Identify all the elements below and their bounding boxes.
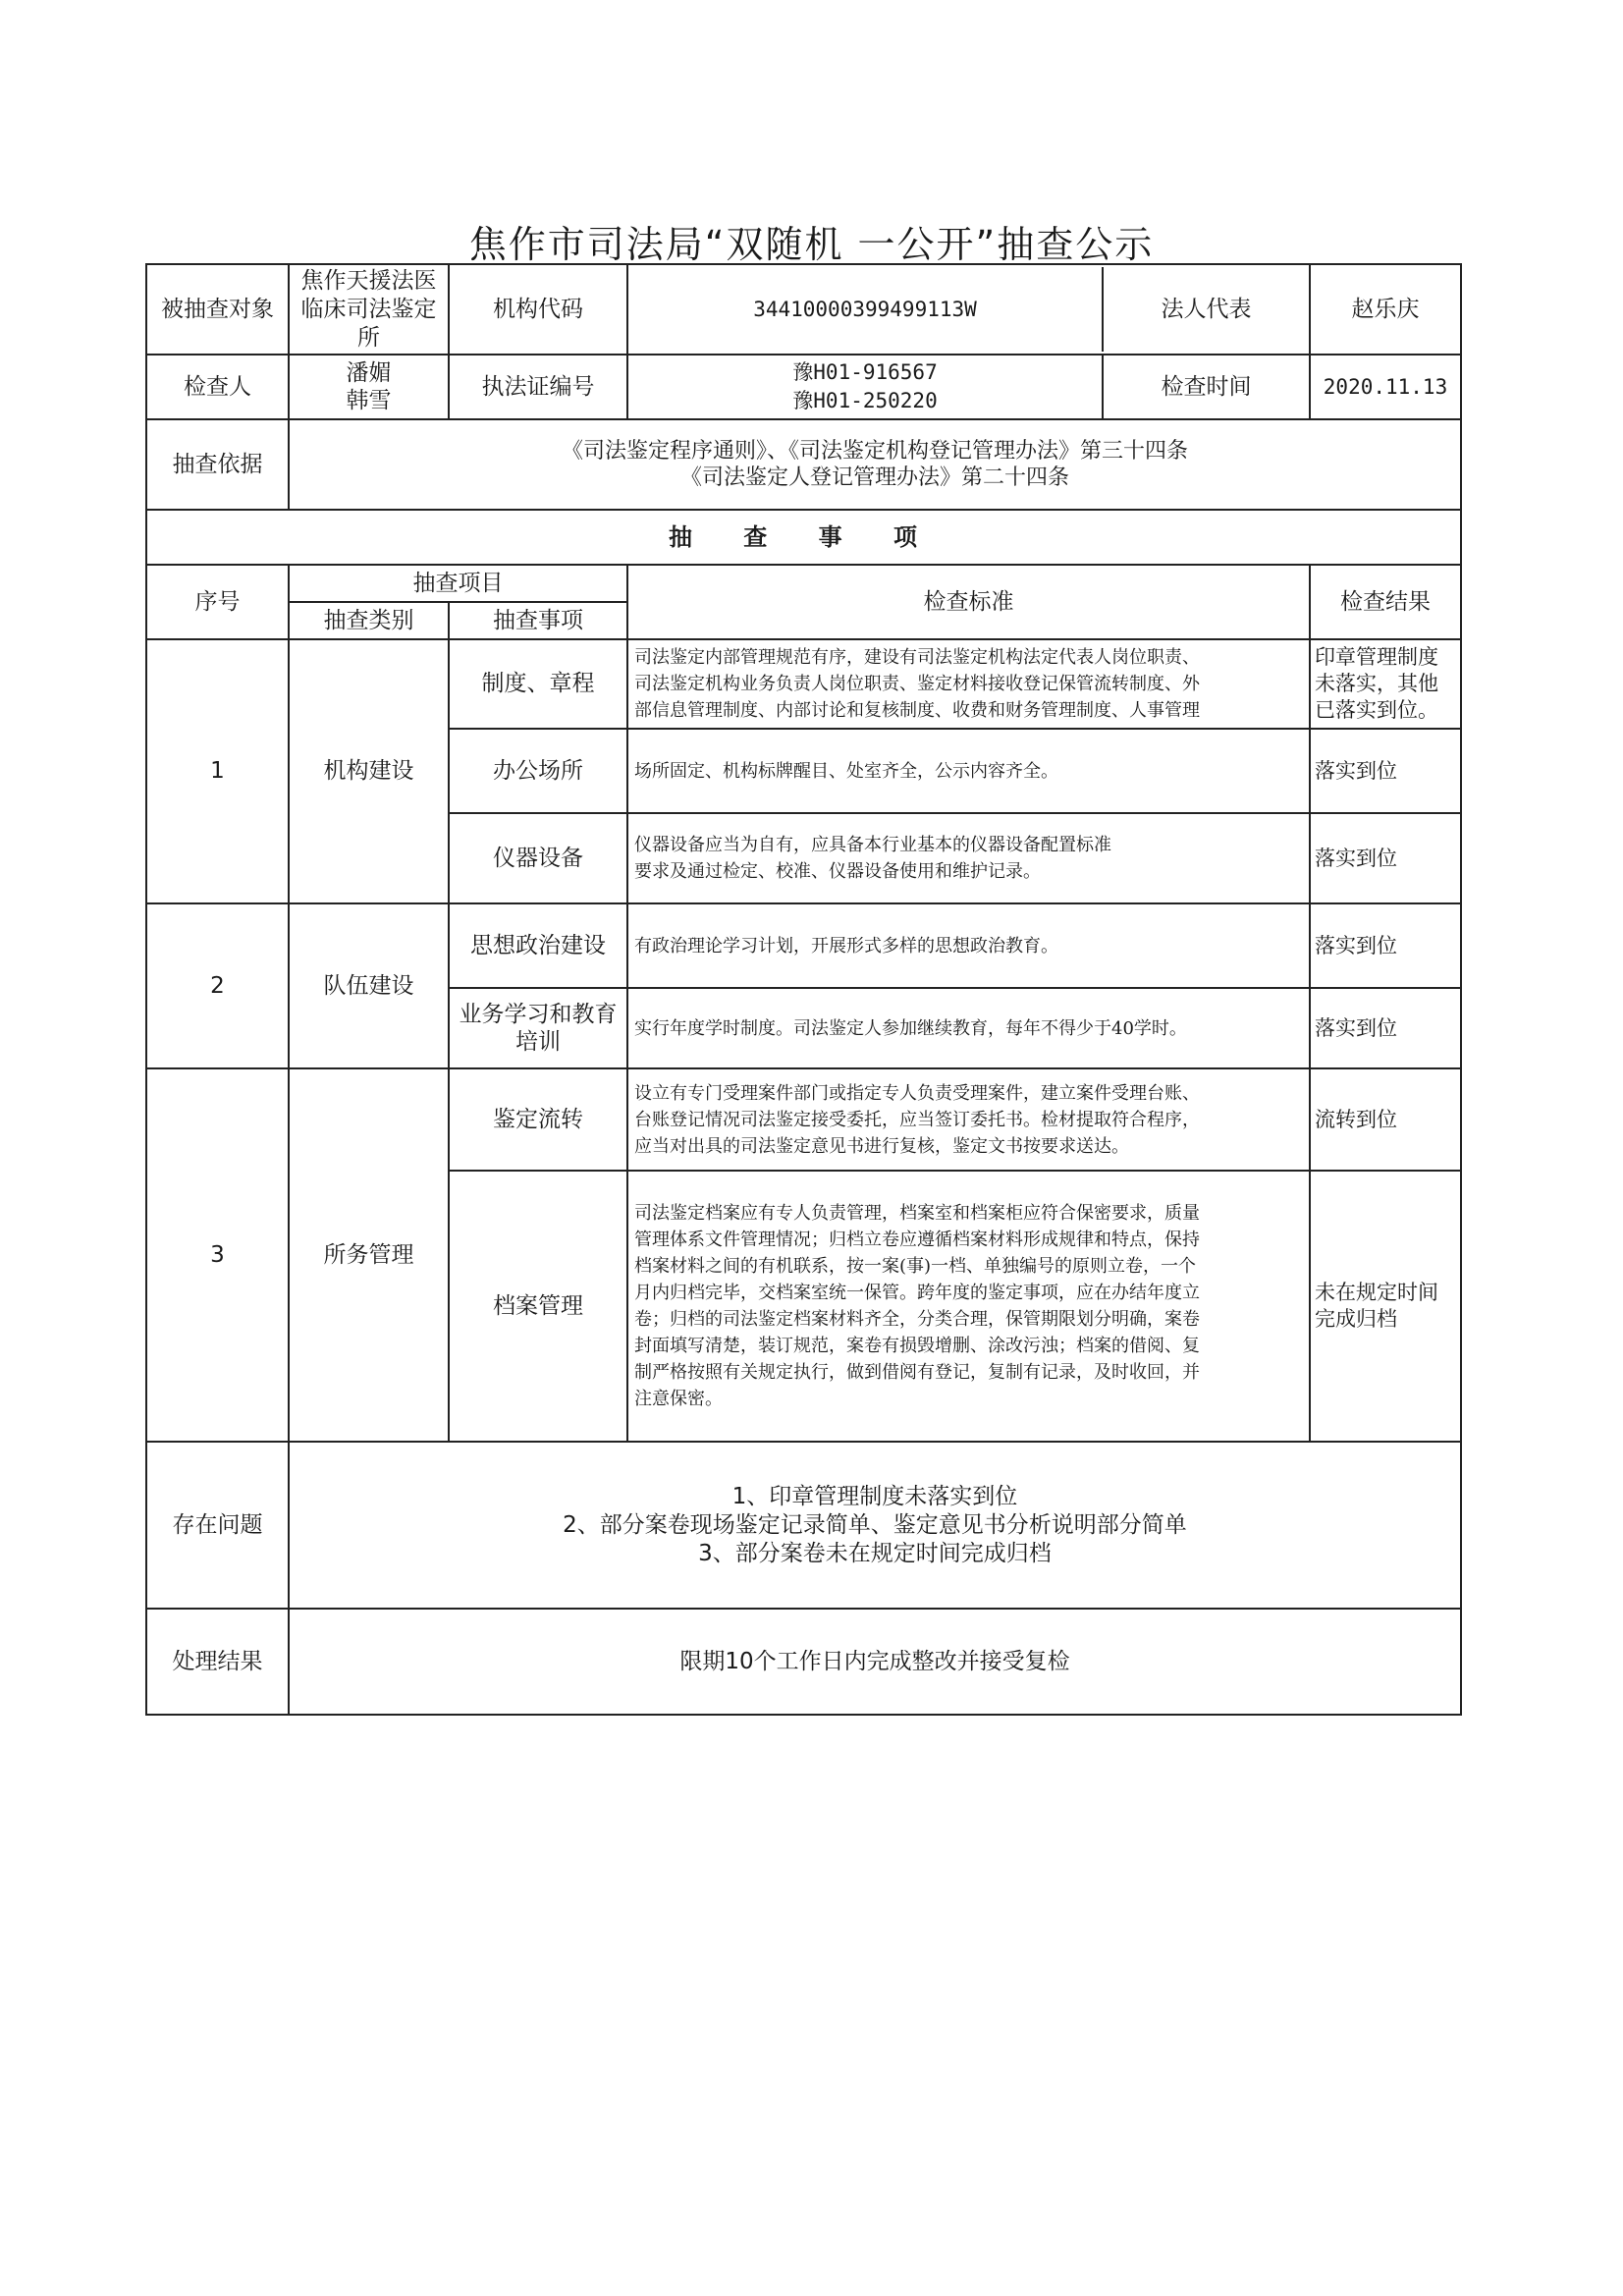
basis-line: 《司法鉴定程序通则》、《司法鉴定机构登记管理办法》第三十四条 [561,438,1188,464]
section-title-row [146,510,1461,565]
legal-rep-label: 法人代表 [1161,296,1252,322]
group-seq: 2 [146,903,289,1068]
item-name: 业务学习和教育培训 [449,988,627,1068]
group-category: 机构建设 [289,639,449,903]
basis-label: 抽查依据 [146,419,289,510]
result-line: 印章管理制度 [1315,644,1438,669]
basis-row [146,419,1461,510]
result-line: 未在规定时间 [1315,1280,1438,1304]
table-row [146,903,1461,988]
item-standard [627,1068,1310,1171]
table-row [146,639,1461,729]
standard-line: 台账登记情况司法鉴定接受委托，应当签订委托书。检材提取符合程序， [634,1109,1200,1130]
target-label: 被抽查对象 [146,264,289,355]
target-value [289,264,449,355]
group-seq: 3 [146,1068,289,1442]
standard-line: 场所固定、机构标牌醒目、处室齐全，公示内容齐全。 [634,760,1058,782]
item-result [1310,1068,1461,1171]
table-row [146,1068,1461,1171]
item-standard [627,988,1310,1068]
standard-line: 司法鉴定档案应有专人负责管理，档案室和档案柜应符合保密要求，质量 [634,1203,1200,1225]
standard-line: 注意保密。 [634,1389,723,1410]
handling-label: 处理结果 [146,1609,289,1715]
org-code-value: 34410000399499113W [628,267,1103,352]
issue-line: 3、部分案卷未在规定时间完成归档 [698,1540,1052,1566]
col-standard: 检查标准 [627,565,1310,639]
section-title: 抽 查 事 项 [146,510,1461,565]
item-result [1310,988,1461,1068]
col-project: 抽查项目 [289,565,627,602]
standard-line: 管理体系文件管理情况；归档立卷应遵循档案材料形成规律和特点，保持 [634,1230,1200,1251]
item-result [1310,813,1461,903]
item-result [1310,639,1461,729]
standard-line: 司法鉴定机构业务负责人岗位职责、鉴定材料接收登记保管流转制度、外 [634,674,1200,695]
cert-area [627,355,1310,419]
item-result [1310,1171,1461,1442]
result-line: 未落实，其他 [1315,672,1438,696]
col-result: 检查结果 [1310,565,1461,639]
standard-line: 封面填写清楚，装订规范，案卷有损毁增删、涂改污浊；档案的借阅、复 [634,1336,1200,1357]
item-name: 鉴定流转 [449,1068,627,1171]
issues-label: 存在问题 [146,1442,289,1609]
legal-rep-value: 赵乐庆 [1310,264,1461,355]
standard-line: 要求及通过检定、校准、仪器设备使用和维护记录。 [634,861,1041,883]
date-label: 检查时间 [1161,373,1252,400]
inspector-name: 韩雪 [346,388,392,414]
item-standard [627,1171,1310,1442]
date-value: 2020.11.13 [1310,355,1461,419]
result-line: 落实到位 [1315,1015,1397,1040]
standard-line: 司法鉴定内部管理规范有序，建设有司法鉴定机构法定代表人岗位职责、 [634,647,1200,669]
cert-label: 执法证编号 [449,355,627,419]
target-value-line: 临床司法鉴定 [300,296,437,322]
col-seq: 序号 [146,565,289,639]
result-line: 落实到位 [1315,846,1397,870]
item-standard [627,639,1310,729]
result-line: 已落实到位。 [1315,698,1438,723]
item-name: 思想政治建设 [449,903,627,988]
item-result [1310,729,1461,813]
item-name: 仪器设备 [449,813,627,903]
handling-text: 限期10个工作日内完成整改并接受复检 [289,1609,1461,1715]
standard-line: 仪器设备应当为自有，应具备本行业基本的仪器设备配置标准 [634,835,1111,856]
target-value-line: 焦作天援法医 [300,268,437,294]
issues-row [146,1442,1461,1609]
result-line: 完成归档 [1315,1307,1397,1332]
standard-line: 月内归档完毕，交档案室统一保管。跨年度的鉴定事项，应在办结年度立 [634,1283,1200,1304]
group-category: 队伍建设 [289,903,449,1068]
cert-numbers [628,355,1103,418]
issues-text [289,1442,1461,1609]
standard-line: 制严格按照有关规定执行，做到借阅有登记，复制有记录，及时收回，并 [634,1362,1200,1384]
group-category: 所务管理 [289,1068,449,1442]
page-title: 焦作市司法局“双随机 一公开”抽查公示 [468,223,1155,266]
inspector-row [146,355,1461,419]
result-line: 流转到位 [1315,1107,1397,1131]
inspection-table [145,263,1462,1716]
inspector-label: 检查人 [146,355,289,419]
item-standard [627,903,1310,988]
basis-text [289,419,1461,510]
issue-line: 2、部分案卷现场鉴定记录简单、鉴定意见书分析说明部分简单 [563,1511,1187,1538]
standard-line: 部信息管理制度、内部讨论和复核制度、收费和财务管理制度、人事管理 [634,700,1200,722]
target-value-line: 所 [357,324,380,351]
item-standard [627,813,1310,903]
standard-line: 设立有专门受理案件部门或指定专人负责受理案件，建立案件受理台账、 [634,1082,1200,1104]
standard-line: 卷；归档的司法鉴定档案材料齐全，分类合理，保管期限划分明确，案卷 [634,1309,1200,1331]
cert-number: 豫H01-916567 [792,359,938,384]
item-name: 档案管理 [449,1171,627,1442]
standard-line: 档案材料之间的有机联系，按一案(事)一档、单独编号的原则立卷，一个 [634,1256,1197,1278]
org-code-label: 机构代码 [449,264,627,355]
standard-line: 实行年度学时制度。司法鉴定人参加继续教育，每年不得少于40学时。 [634,1017,1187,1039]
col-category: 抽查类别 [289,602,449,639]
target-row [146,264,1461,355]
item-name: 制度、章程 [449,639,627,729]
standard-line: 应当对出具的司法鉴定意见书进行复核，鉴定文书按要求送达。 [634,1135,1129,1157]
cert-number: 豫H01-250220 [792,389,938,413]
standard-line: 有政治理论学习计划，开展形式多样的思想政治教育。 [634,935,1058,957]
item-result [1310,903,1461,988]
inspector-names [289,355,449,419]
col-item: 抽查事项 [449,602,627,639]
header-row-1 [146,565,1461,602]
group-seq: 1 [146,639,289,903]
result-line: 落实到位 [1315,933,1397,957]
handling-row [146,1609,1461,1715]
basis-line: 《司法鉴定人登记管理办法》第二十四条 [679,465,1069,491]
issue-line: 1、印章管理制度未落实到位 [731,1484,1018,1510]
item-name: 办公场所 [449,729,627,813]
org-code-area [627,264,1310,355]
result-line: 落实到位 [1315,758,1397,783]
item-standard [627,729,1310,813]
inspector-name: 潘媚 [346,359,392,386]
